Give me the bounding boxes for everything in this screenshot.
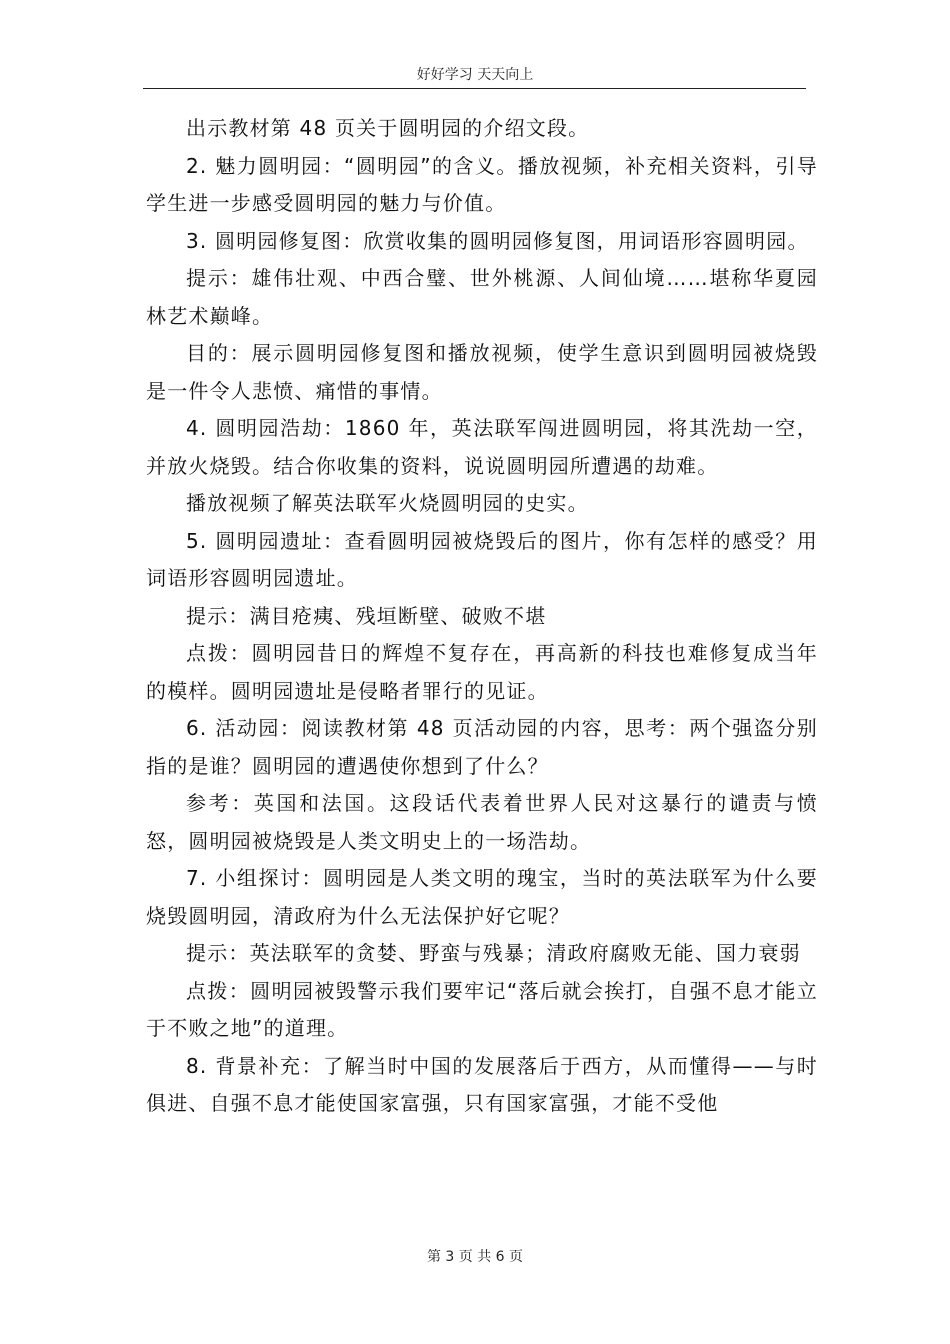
paragraph-item-2: 2. 魅力圆明园：“圆明园”的含义。播放视频，补充相关资料，引导学生进一步感受圆明园的魅力与价值。	[146, 153, 818, 215]
paragraph-purpose: 目的：展示圆明园修复图和播放视频，使学生意识到圆明园被烧毁是一件令人悲愤、痛惜的事情。	[146, 341, 818, 403]
header-divider	[143, 88, 806, 89]
document-body	[146, 110, 818, 1123]
page-number: 第 3 页 共 6 页	[426, 1249, 524, 1265]
paragraph-hint-7: 提示：英法联军的贪婪、野蛮与残暴；清政府腐败无能、国力衰弱	[186, 941, 801, 965]
paragraph-item-7: 7. 小组探讨：圆明园是人类文明的瑰宝，当时的英法联军为什么要烧毁圆明园，清政府为什么无法保护好它呢？	[146, 866, 818, 928]
paragraph-item-6: 6. 活动园：阅读教材第 48 页活动园的内容，思考：两个强盗分别指的是谁？圆明园的遭遇使你想到了什么？	[146, 716, 818, 778]
paragraph-guidance-7: 点拨：圆明园被毁警示我们要牢记“落后就会挨打，自强不息才能立于不败之地”的道理。	[146, 978, 818, 1040]
paragraph-item-8: 8. 背景补充：了解当时中国的发展落后于西方，从而懂得——与时俱进、自强不息才能使国家富强，只有国家富强，才能不受他	[146, 1053, 818, 1115]
paragraph-reference-6: 参考：英国和法国。这段话代表着世界人民对这暴行的谴责与愤怒，圆明园被烧毁是人类文明史上的一场浩劫。	[146, 791, 818, 853]
paragraph-guidance-5: 点拨：圆明园昔日的辉煌不复存在，再高新的科技也难修复成当年的模样。圆明园遗址是侵略者罪行的见证。	[146, 641, 818, 703]
paragraph-item-4: 4. 圆明园浩劫：1860 年，英法联军闯进圆明园，将其洗劫一空，并放火烧毁。结合你收集的资料，说说圆明园所遭遇的劫难。	[146, 416, 818, 478]
paragraph-intro: 出示教材第 48 页关于圆明园的介绍文段。	[186, 116, 590, 140]
paragraph-hint-3: 提示：雄伟壮观、中西合璧、世外桃源、人间仙境……堪称华夏园林艺术巅峰。	[146, 266, 818, 328]
paragraph-item-3: 3. 圆明园修复图：欣赏收集的圆明园修复图，用词语形容圆明园。	[186, 228, 809, 253]
paragraph-video-note: 播放视频了解英法联军火烧圆明园的史实。	[186, 491, 589, 515]
paragraph-hint-5: 提示：满目疮痍、残垣断壁、破败不堪	[186, 603, 547, 628]
page-header: 好好学习 天天向上	[416, 67, 534, 83]
paragraph-item-5: 5. 圆明园遗址：查看圆明园被烧毁后的图片，你有怎样的感受？用词语形容圆明园遗址。	[146, 528, 818, 590]
